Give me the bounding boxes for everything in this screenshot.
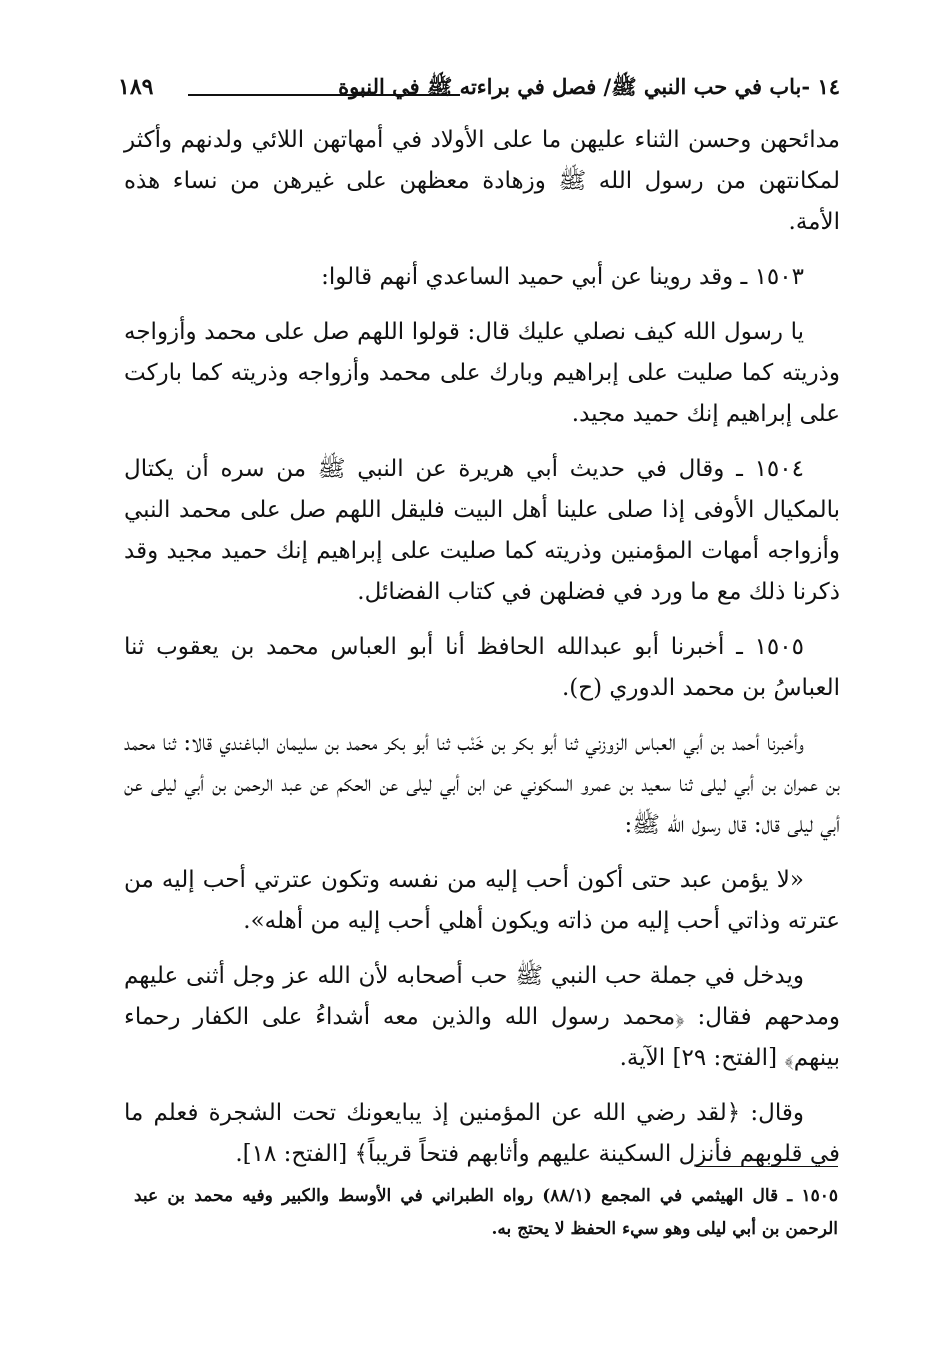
paragraph: مدائحهن وحسن الثناء عليهن ما على الأولاد في أمهاتهن اللائي ولدنهم وأكثر لمكانتهن من رسول الله ﷺ وزهادة معظهن على غيرهن من نساء هذه الأمة.	[124, 127, 840, 235]
hadith-1505-text: «لا يؤمن عبد حتى أكون أحب إليه من نفسه وتكون عترتي أحب إليه من عترته وذاتي أحب إليه من ذاته ويكون أهلي أحب إليه من أهله».	[124, 867, 840, 934]
running-header	[118, 68, 840, 108]
hadith-1505-chain-2: وأخبرنا أحمد بن أبي العباس الزوزني ثنا أبو بكر بن خَنْب ثنا أبو بكر محمد بن سليمان الباغندي قالا: ثنا محمد بن عمران بن أبي ليلى ثنا سعيد بن عمرو السكوني عن ابن أبي ليلى عن الحكم عن عبد الرحمن بن أبي ليلى عن أبي ليلى قال: قال رسول الله ﷺ:	[124, 730, 840, 838]
header-rule	[188, 94, 460, 96]
paragraph-companions: ويدخل في جملة حب النبي ﷺ حب أصحابه لأن الله عز وجل أثنى عليهم ومدحهم فقال: ﴿محمد رسول الله والذين معه أشداءُ على الكفار رحماء بينهم﴾ [الفتح: ٢٩] الآية.	[124, 963, 840, 1071]
hadith-1503-intro: ١٥٠٣ ـ وقد روينا عن أبي حميد الساعدي أنهم قالوا:	[321, 264, 804, 290]
chapter-title: ١٤ -باب في حب النبي ﷺ/ فصل في براءته ﷺ في النبوة	[338, 74, 840, 99]
hadith-1504: ١٥٠٤ ـ وقال في حديث أبي هريرة عن النبي ﷺ من سره أن يكتال بالمكيال الأوفى إذا صلى علينا أهل البيت فليقل اللهم صل على محمد النبي وأزواجه أمهات المؤمنين وذريته كما صليت على إبراهيم إنك حميد مجيد وقد ذكرنا ذلك مع ما ورد في فضلهن في كتاب الفضائل.	[124, 456, 840, 605]
paragraph-quran-verse: وقال: ﴿لقد رضي الله عن المؤمنين إذ يبايعونك تحت الشجرة فعلم ما في قلوبهم فأنزل السكينة عليهم وأثابهم فتحاً قريباً﴾ [الفتح: ١٨].	[124, 1100, 840, 1167]
main-text	[124, 120, 840, 1189]
footnote-rule	[696, 1166, 838, 1167]
footnote-1505: ١٥٠٥ ـ قال الهيثمي في المجمع (٨٨/١) رواه الطبراني في الأوسط والكبير وفيه محمد بن عبد الرحمن بن أبي ليلى وهو سيء الحفظ لا يحتج به.	[134, 1186, 838, 1239]
hadith-1505-chain: ١٥٠٥ ـ أخبرنا أبو عبدالله الحافظ أنا أبو العباس محمد بن يعقوب ثنا العباسُ بن محمد الدوري (ح).	[124, 634, 840, 701]
page-number: ١٨٩	[118, 74, 154, 100]
hadith-1503-text: يا رسول الله كيف نصلي عليك قال: قولوا اللهم صل على محمد وأزواجه وذريته كما صليت على إبراهيم وبارك على محمد وأزواجه وذريته كما باركت على إبراهيم إنك حميد مجيد.	[124, 319, 840, 427]
